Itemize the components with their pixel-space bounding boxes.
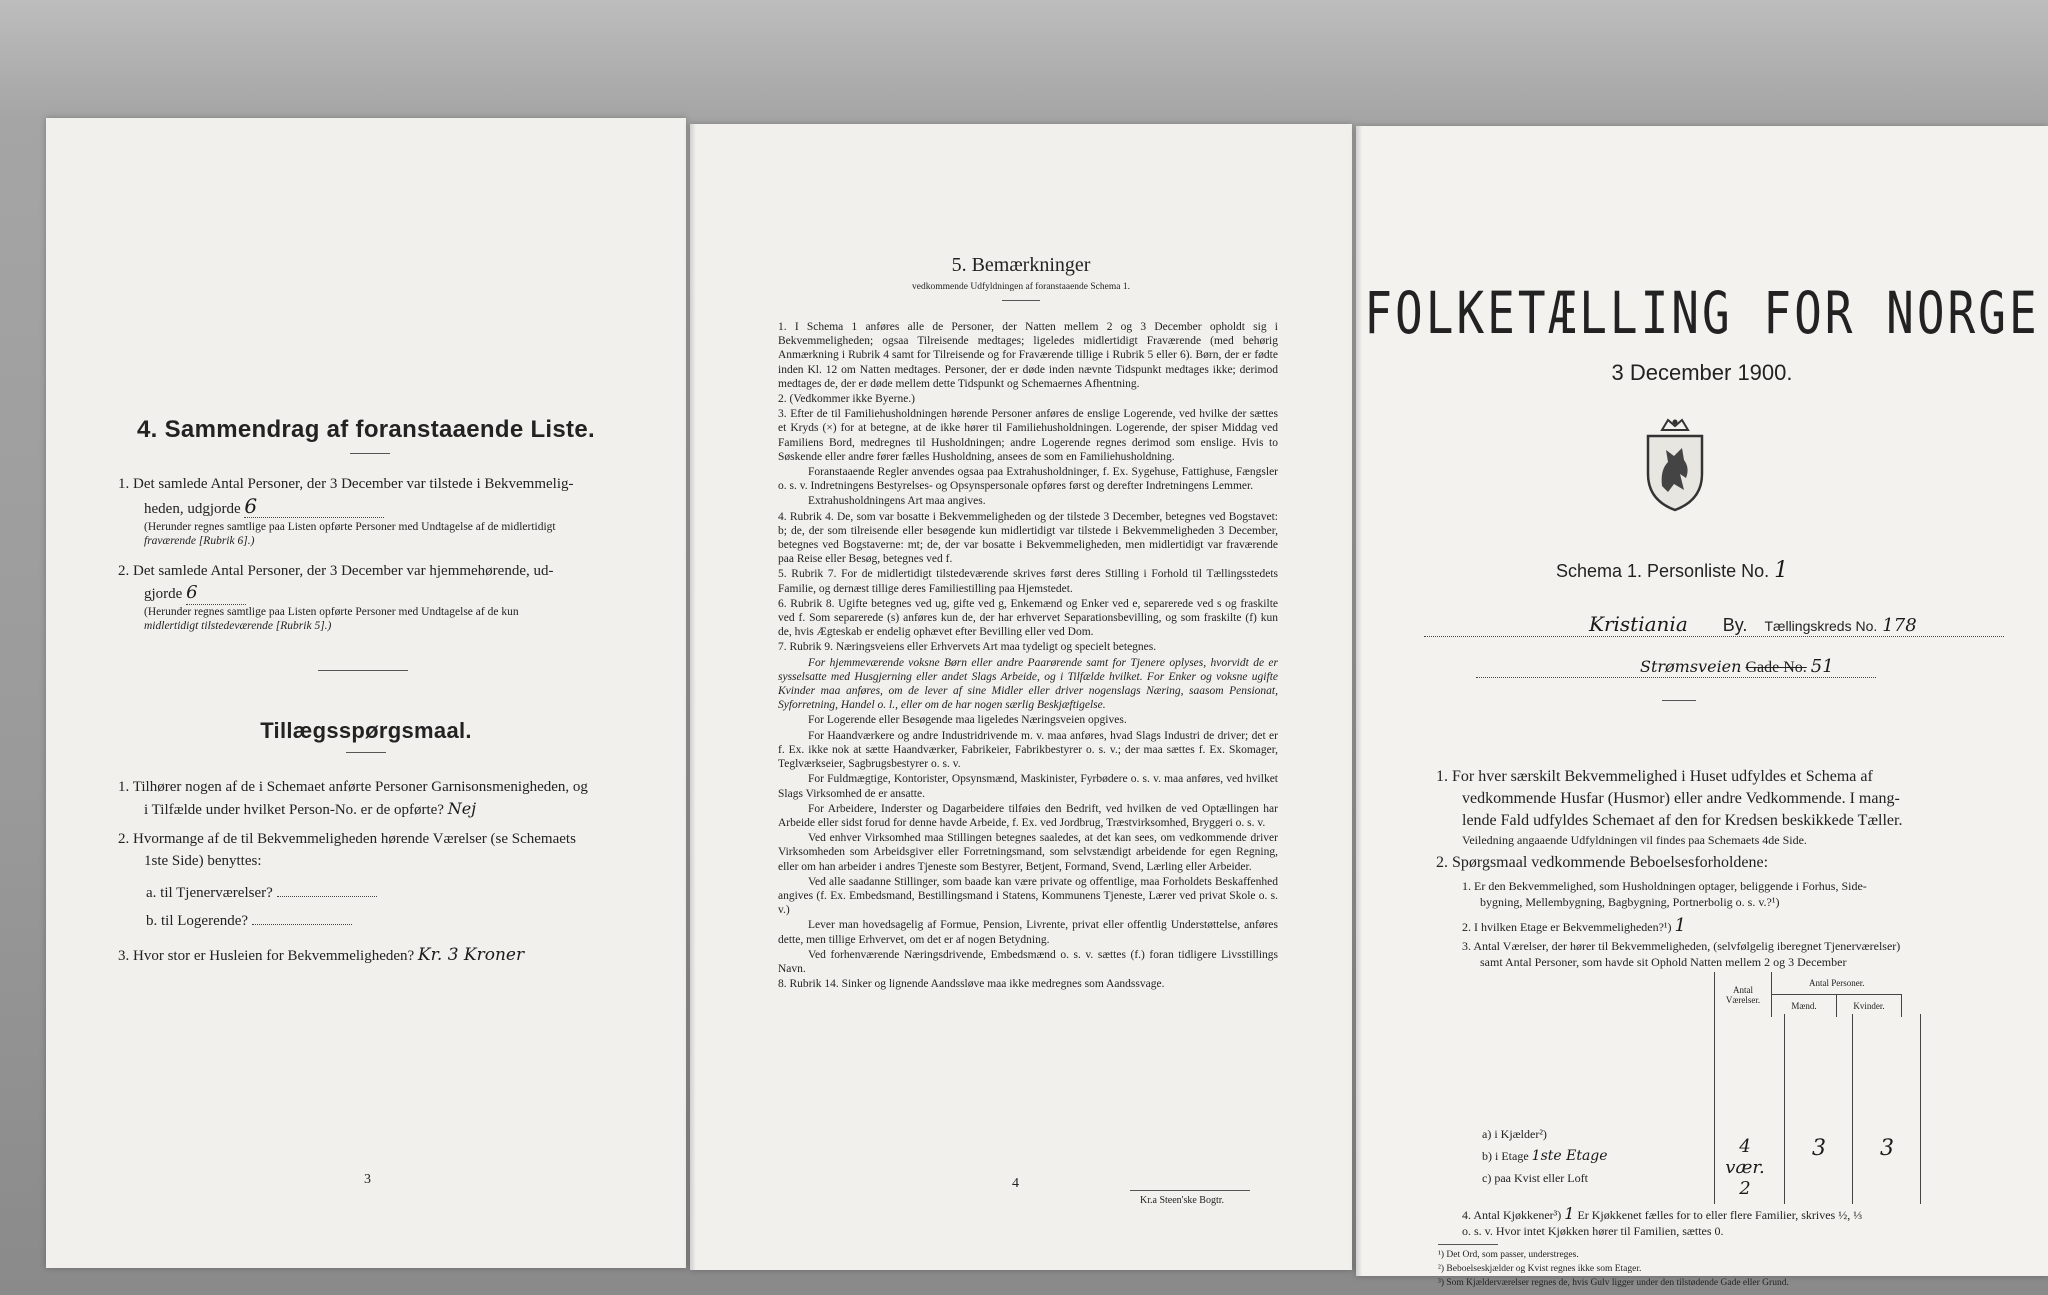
supplement-heading: Tillægsspørgsmaal. — [260, 718, 472, 743]
housing-q2-text: 2. I hvilken Etage er Bekvemmeligheden?¹) — [1462, 920, 1672, 934]
personliste-number: 1 — [1774, 558, 1789, 583]
remark-paragraph: 7. Rubrik 9. Næringsveiens eller Erhvervets Art maa tydeligt og specielt betegnes. — [778, 641, 1157, 654]
head-women: Kvinder. — [1837, 995, 1902, 1018]
supplement-q2b — [146, 910, 646, 932]
row-c-label: c) paa Kvist eller Loft — [1482, 1171, 1588, 1185]
supplement-q3-value: Kr. 3 Kroner — [417, 945, 525, 965]
remark-paragraph: 1. I Schema 1 anføres alle de Personer, der Natten mellem 2 og 3 December opholdt sig i Bekvemmeligheden; ogsaa Tilreisende medtages; ligeledes midlertidigt Fraværende (med behørig Anmærkning i Rubrik 4 samt for Tilreisende og for Fraværende tillige i Rubrik 5 eller 6). Børn, der er fødte inden Kl. 12 om Natten medtages. Personer, der er døde inden nævnte Tidspunkt medtages ikke; derimod medtages de, der er døde mellem dette Tidspunkt og Schemaernes Afhentning. — [778, 321, 1278, 390]
housing-q4-value: 1 — [1564, 1204, 1575, 1223]
divider — [1002, 300, 1040, 301]
table-line — [1714, 1014, 1715, 1204]
table-line — [1852, 1014, 1853, 1204]
divider — [1438, 1244, 1498, 1245]
housing-q3 — [1462, 938, 2002, 970]
divider — [350, 453, 390, 454]
census-title: FOLKETÆLLING FOR NORGE — [1364, 279, 2040, 347]
summary-item-2-text-b: gjorde — [144, 586, 183, 602]
street-label: Gade No. — [1745, 659, 1807, 676]
housing-q2-value: 1 — [1674, 915, 1686, 936]
divider — [318, 670, 408, 671]
answer-line — [252, 924, 352, 925]
coat-of-arms-icon — [1638, 416, 1712, 512]
supplement-q2a — [146, 882, 646, 904]
housing-q4-text-b: Er Kjøkkenet fælles for to eller flere Familier, skrives ½, ⅓ — [1577, 1208, 1863, 1222]
row-b-floor: 1ste Etage — [1531, 1148, 1608, 1164]
remark-paragraph: Extrahusholdningens Art maa angives. — [808, 495, 986, 508]
summary-item-2-note-b: midlertidigt tilstedeværende [Rubrik 5].) — [144, 620, 332, 632]
remark-paragraph: 5. Rubrik 7. For de midlertidigt tilstedeværende skrives først deres Stilling i Forhold til Tællingsstedets Familie, og dernæst tillige deres Familiestilling paa Hjemstedet. — [778, 568, 1278, 595]
page-4 — [690, 124, 1352, 1270]
street-line — [1476, 656, 1876, 678]
rooms-value: 4 vær. 2 — [1725, 1136, 1765, 1199]
footnote-3: ³) Som Kjælderværelser regnes de, hvis Gulv ligger under den tilstødende Gade eller Grund. — [1438, 1278, 1789, 1288]
district-label: Tællingskreds No. — [1764, 618, 1878, 634]
remark-paragraph: 8. Rubrik 14. Sinker og lignende Aandssløve maa ikke medregnes som Aandssvage. — [778, 978, 1165, 991]
rooms-table — [1714, 972, 1902, 1017]
instruction-2: 2. Spørgsmaal vedkommende Beboelsesforholdene: — [1436, 854, 1769, 871]
remark-paragraph: For Haandværkere og andre Industridrivende m. v. maa anføres, hvad Slags Industri de driver; det er f. Ex. ikke nok at sætte Haandværker, Fabrikeier, Fabrikbestyrer o. s. v.; der maa sættes f. Ex. Skomager, Teglværkseier, Sagbrugsbestyrer o. s. v. — [778, 729, 1278, 771]
remarks-subheading: vedkommende Udfyldningen af foranstaaende Schema 1. — [912, 282, 1130, 292]
head-persons: Antal Personer. — [1772, 972, 1902, 995]
supplement-q1-text-b: i Tilfælde under hvilket Person-No. er de opførte? — [144, 802, 444, 818]
head-men: Mænd. — [1772, 995, 1837, 1018]
remark-paragraph: Ved alle saadanne Stillinger, som baade kan være private og offentlige, maa Forholdets Beskaffenhed angives (f. Ex. Embedsmand, Bestillingsmand i Statens, Kommunens Tjeneste, Lærer ved privat Skole o. s. v.) — [778, 875, 1278, 917]
instruction-1-note: Veiledning angaaende Udfyldningen vil findes paa Schemaets 4de Side. — [1462, 833, 1807, 847]
footnote-2: ²) Beboelseskjælder og Kvist regnes ikke som Etager. — [1438, 1264, 1642, 1274]
housing-q2 — [1462, 915, 2002, 936]
supplement-q3-text: 3. Hvor stor er Husleien for Bekvemmeligheden? — [118, 948, 415, 964]
page-number: 4 — [1012, 1176, 1019, 1191]
summary-item-2 — [118, 560, 618, 633]
answer-line — [277, 896, 377, 897]
row-b-label: b) i Etage — [1482, 1149, 1529, 1163]
supplement-q2-text-b: 1ste Side) benyttes: — [144, 853, 262, 869]
city-value: Kristiania — [1589, 612, 1688, 636]
instruction-1 — [1436, 766, 1996, 848]
housing-q1-line-a: 1. Er den Bekvemmelighed, som Husholdningen optager, beliggende i Forhus, Side- — [1462, 879, 1867, 893]
supplement-q1-value: Nej — [447, 799, 477, 818]
remark-paragraph: For hjemmeværende voksne Børn eller andre Paarørende samt for Tjenere oplyses, hvorvidt de er sysselsatte med Husgjerning eller andet Slags Arbeide, og i Tilfælde hvilket. For Enker og voksne ugifte Kvinder maa anføres, om de lever af sine Midler eller driver nogenslags Næring, saasom Pensionat, Syforretning, Handel o. l., eller om de har nogen særlig Beskjæftigelse. — [778, 656, 1278, 712]
housing-q4-text-c: o. s. v. Hvor intet Kjøkken hører til Familien, sættes 0. — [1462, 1224, 1724, 1238]
divider — [1662, 700, 1696, 701]
street-number: 51 — [1810, 656, 1834, 677]
divider — [1130, 1190, 1250, 1191]
housing-q4-text: 4. Antal Kjøkkener³) — [1462, 1208, 1562, 1222]
summary-item-2-note: (Herunder regnes samtlige paa Listen opførte Personer med Undtagelse af de kun — [144, 606, 519, 618]
remark-paragraph: 6. Rubrik 8. Ugifte betegnes ved ug, gifte ved g, Enkemænd og Enker ved e, separerede ved s og fraskilte ved f. Som separerede (s) anføres kun de, der har erhvervet Separationsbevilling, og som fraskilte (f) kun de, hvis Ægteskab er endelig ophævet efter Bevilling eller ved Dom. — [778, 597, 1278, 639]
housing-q3-line-a: 3. Antal Værelser, der hører til Bekvemmeligheden, (selvfølgelig iberegnet Tjenerværelser) — [1462, 939, 1901, 953]
remark-paragraph: Ved enhver Virksomhed maa Stillingen betegnes saaledes, at det kan sees, om vedkommende driver Virksomheden som Arbeidsgiver eller Forretningsmand, som selvstændigt arbeidende for egen Regning, eller om han arbeider i andres Tjeneste som Bestyrer, Betjent, Formand, Svend, Lærling eller Arbeider. — [778, 832, 1278, 873]
summary-item-2-value: 6 — [186, 582, 246, 605]
summary-item-1-note: (Herunder regnes samtlige paa Listen opførte Personer med Undtagelse af de midlertidigt — [144, 521, 556, 533]
page-3 — [46, 118, 686, 1268]
street-value: Strømsveien — [1640, 657, 1742, 676]
printer-imprint: Kr.a Steen'ske Bogtr. — [1140, 1195, 1225, 1206]
remark-paragraph: For Arbeidere, Inderster og Dagarbeidere tilføies den Bedrift, ved hvilken de ved Optællingen har Arbeide eller sidst forud for denne havde Arbeide, f. Ex. ved Jordbrug, Træstvirksomhed, Bryggeri o. s. v. — [778, 802, 1278, 829]
city-suffix: By. — [1722, 615, 1748, 635]
men-value: 3 — [1812, 1136, 1826, 1161]
remark-paragraph: For Fuldmægtige, Kontorister, Opsynsmænd, Maskinister, Fyrbødere o. s. v. maa anføres, ved hvilket Slags Virksomhed de er ansatte. — [778, 773, 1278, 800]
instruction-1-line-c: lende Fald udfyldes Schemaet af den for Kredsen beskikkede Tæller. — [1462, 812, 1903, 829]
remark-paragraph: 4. Rubrik 4. De, som var bosatte i Bekvemmeligheden og der tilstede 3 December, betegnes ved Bogstavet: b; de, der som tilreisende eller besøgende kun midlertidigt var tilstede i Bekvemmeligheden 3 December, betegnes ved Bogstaverne: mt; de, der var bosatte i Bekvemmeligheden, men midlertidigt var fraværende paa Reise eller Besøg, betegnes ved f. — [778, 510, 1278, 566]
summary-item-1 — [118, 473, 618, 548]
summary-item-1-text-b: heden, udgjorde — [144, 501, 241, 517]
footnote-1: ¹) Det Ord, som passer, understreges. — [1438, 1250, 1579, 1260]
district-value: 178 — [1882, 615, 1917, 636]
housing-q4 — [1462, 1206, 2022, 1239]
row-a-label: a) i Kjælder²) — [1482, 1127, 1547, 1141]
remarks-body — [778, 320, 1278, 992]
summary-item-2-text: 2. Det samlede Antal Personer, der 3 December var hjemmehørende, ud- — [118, 563, 554, 579]
housing-q1-line-b: bygning, Mellembygning, Bagbygning, Portnerbolig o. s. v.?¹) — [1480, 895, 1780, 909]
footnotes — [1438, 1248, 2018, 1290]
city-line — [1424, 612, 2004, 637]
page-number: 3 — [364, 1172, 371, 1187]
summary-item-1-value: 6 — [244, 495, 384, 518]
summary-heading: 4. Sammendrag af foranstaaende Liste. — [137, 416, 595, 443]
remark-paragraph: Ved forhenværende Næringsdrivende, Embedsmænd o. s. v. sættes (f.) foran tidligere Livsstillings Navn. — [778, 948, 1278, 975]
supplement-q1 — [118, 776, 618, 821]
head-rooms: Antal Værelser. — [1715, 972, 1772, 1017]
remark-paragraph: For Logerende eller Besøgende maa ligeledes Næringsveien opgives. — [808, 714, 1127, 727]
table-line — [1920, 1014, 1921, 1204]
supplement-q2-text: 2. Hvormange af de til Bekvemmeligheden hørende Værelser (se Schemaets — [118, 831, 576, 847]
summary-item-1-note-b: fraværende [Rubrik 6].) — [144, 535, 255, 547]
supplement-q2 — [118, 828, 618, 872]
schema-label: Schema 1. Personliste No. — [1556, 561, 1770, 581]
remark-paragraph: Lever man hovedsagelig af Formue, Pension, Livrente, privat eller offentlig Understøttelse, anføres dette, men tillige Erhvervet, om det er af nogen Betydning. — [778, 919, 1278, 946]
instruction-1-line-a: 1. For hver særskilt Bekvemmelighed i Huset udfyldes et Schema af — [1436, 768, 1873, 785]
supplement-q1-text: 1. Tilhører nogen af de i Schemaet anførte Personer Garnisonsmenigheden, og — [118, 779, 588, 795]
census-date: 3 December 1900. — [1611, 360, 1793, 385]
page-edge — [690, 124, 696, 1270]
housing-q1 — [1462, 878, 2002, 910]
supplement-q3 — [118, 944, 618, 967]
summary-item-1-text: 1. Det samlede Antal Personer, der 3 December var tilstede i Bekvemmelig- — [118, 476, 574, 492]
housing-q3-line-b: samt Antal Personer, som havde sit Ophold Natten mellem 2 og 3 December — [1480, 955, 1847, 969]
supplement-q2b-text: b. til Logerende? — [146, 913, 249, 929]
page-1-cover — [1356, 126, 2048, 1288]
remark-paragraph: 2. (Vedkommer ikke Byerne.) — [778, 393, 916, 406]
table-line — [1784, 1014, 1785, 1204]
instruction-1-line-b: vedkommende Husfar (Husmor) eller andre Vedkommende. I mang- — [1462, 790, 1900, 807]
women-value: 3 — [1880, 1136, 1894, 1161]
divider — [346, 752, 386, 753]
schema-line — [1556, 558, 1788, 583]
supplement-q2a-text: a. til Tjenerværelser? — [146, 885, 273, 901]
remark-paragraph: 3. Efter de til Familiehusholdningen hørende Personer anføres de enslige Logerende, ved hvilke der sættes et Kryds (×) for at betegne, at de ikke hører til Familiehusholdningen. Logerende, der spiser Middag ved Familiens Bord, medregnes til Husholdningen; andre Logerende regnes derimod som enslige. Hvis to Søskende eller andre fører fælles Husholdning, ansees de som en Familiehusholdning. — [778, 408, 1278, 463]
remark-paragraph: Foranstaaende Regler anvendes ogsaa paa Extrahusholdninger, f. Ex. Sygehuse, Fattighuse, Fængsler o. s. v. Indretningens Bestyrelses- og Opsynspersonale opføres først og derefter Indretningens Lemmer. — [778, 466, 1278, 493]
rooms-row-labels — [1482, 1126, 1662, 1186]
remarks-heading: 5. Bemærkninger — [951, 254, 1091, 276]
